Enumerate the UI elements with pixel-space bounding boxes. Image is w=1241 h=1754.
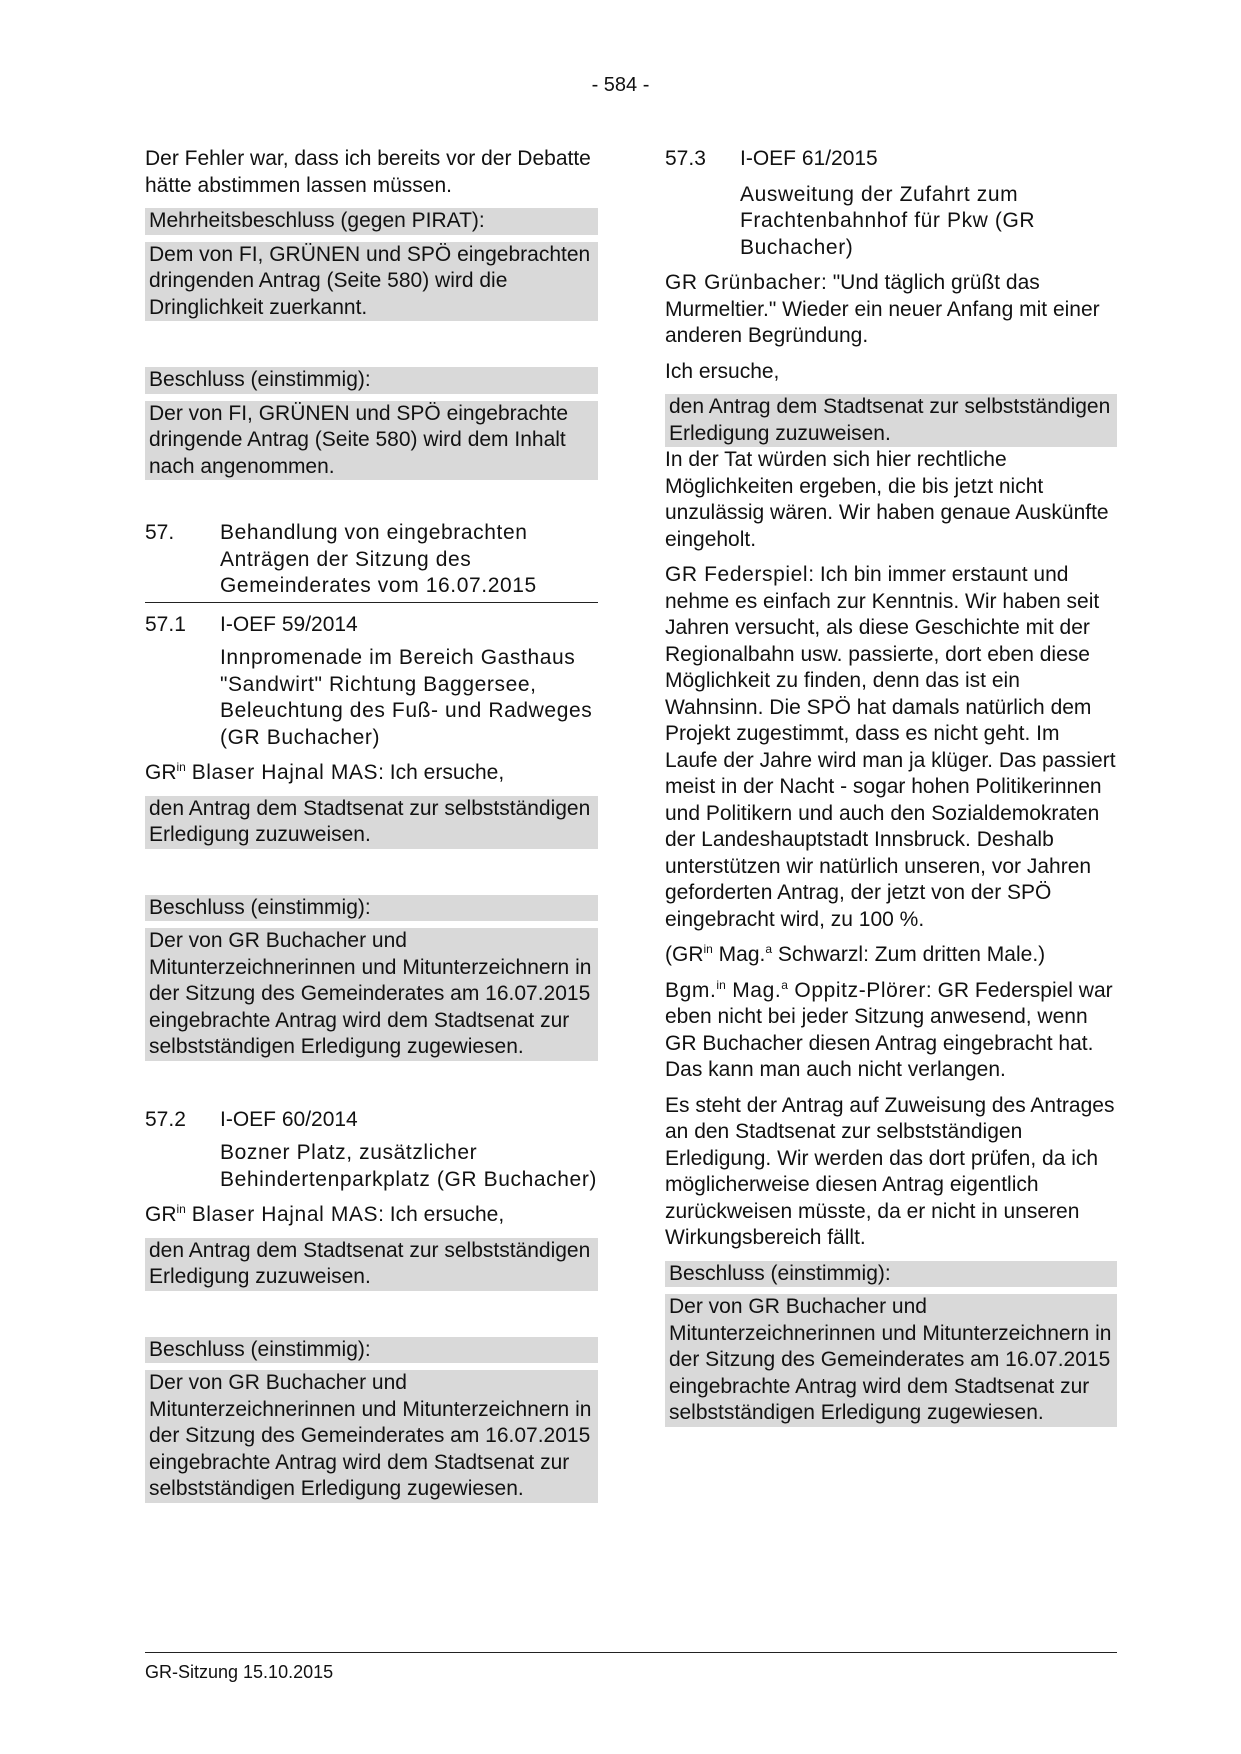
speech-federspiel: GR Federspiel: Ich bin immer erstaunt und nehme es einfach zur Kenntnis. Wir haben seit Jahren versucht, als diese Geschichte mit der Regionalbahn usw. passierte, dort eben diese Möglichkeit zu finden, denn das ist ein Wahnsinn. Die SPÖ hat damals natürlich dem Projekt zugestimmt, dass es nicht geht. Im Laufe der Jahre wird man ja klüger. Das passiert meist in der Nacht - sogar hohen Politikerinnen und Politikern und auch den Sozialdemokraten der Landeshauptstadt Innsbruck. Deshalb unterstützen wir natürlich unseren, vor Jahren geforderten Antrag, der jetzt von der SPÖ eingebracht wird, zu 100 %. (665, 563, 1116, 931)
resolution-5-text: Der von GR Buchacher und Mitunterzeichnerinnen und Mitunterzeichnern in der Sitzung des Gemeinderates am 16.07.2015 eingebrachte Antrag wird dem Stadtsenat zur selbstständigen Erledigung zugewiesen. (665, 1294, 1117, 1427)
section-57-1-request: den Antrag dem Stadtsenat zur selbstständigen Erledigung zuzuweisen. (145, 796, 598, 849)
resolution-4-heading: Beschluss (einstimmig): (145, 1337, 598, 1364)
section-57-1-number: 57.1 (145, 612, 186, 636)
section-57-2-speaker: $GR^{in}$ Blaser Hajnal MAS: Ich ersuche, (145, 1202, 505, 1226)
page-number: - 584 - (591, 74, 650, 96)
section-57-1-code: I-OEF 59/2014 (220, 612, 358, 636)
interjection-schwarzl: ($GR^{in}$ Mag.$^a$ Schwarzl: Zum dritten Male.) (665, 942, 1046, 966)
resolution-2-text: Der von FI, GRÜNEN und SPÖ eingebrachte dringende Antrag (Seite 580) wird dem Inhalt nach angenommen. (145, 401, 598, 481)
resolution-5-heading: Beschluss (einstimmig): (665, 1261, 1117, 1288)
resolution-3-text: Der von GR Buchacher und Mitunterzeichnerinnen und Mitunterzeichnern in der Sitzung des Gemeinderates am 16.07.2015 eingebrachte Antrag wird dem Stadtsenat zur selbstständigen Erledigung zugewiesen. (145, 928, 598, 1061)
section-57-2-request: den Antrag dem Stadtsenat zur selbstständigen Erledigung zuzuweisen. (145, 1238, 598, 1291)
section-57-2-title: Bozner Platz, zusätzlicher Behindertenparkplatz (GR Buchacher) (220, 1141, 598, 1191)
section-57-3-request: den Antrag dem Stadtsenat zur selbstständigen Erledigung zuzuweisen. (665, 394, 1117, 447)
explanation-paragraph: In der Tat würden sich hier rechtliche Möglichkeiten ergeben, die bis jetzt nicht unzulässig wären. Wir haben genaue Auskünfte eingeholt. (665, 448, 1109, 551)
section-57-3-title: Ausweitung der Zufahrt zum Frachtenbahnhof für Pkw (GR Buchacher) (740, 182, 1036, 259)
section-57-heading (145, 520, 598, 603)
section-57-1-heading (145, 612, 598, 639)
section-57-1-speaker: $GR^{in}$ Blaser Hajnal MAS: Ich ersuche, (145, 760, 505, 784)
request-intro: Ich ersuche, (665, 359, 780, 383)
resolution-1-heading: Mehrheitsbeschluss (gegen PIRAT): (145, 208, 598, 235)
section-57-1-title: Innpromenade im Bereich Gasthaus "Sandwirt" Richtung Baggersee, Beleuchtung des Fuß- und Radweges (GR Buchacher) (220, 646, 593, 749)
closing-paragraph: Es steht der Antrag auf Zuweisung des Antrages an den Stadtsenat zur selbstständigen Erledigung. Wir werden das dort prüfen, da ich möglicherweise diesen Antrag eigentlich zurückweisen müsste, da er nicht in unseren Wirkungsbereich fällt. (665, 1093, 1115, 1249)
speech-gruenbacher: GR Grünbacher: "Und täglich grüßt das Murmeltier." Wieder ein neuer Anfang mit einer anderen Begründung. (665, 271, 1100, 347)
section-57-title: Behandlung von eingebrachten Anträgen der Sitzung des Gemeinderates vom 16.07.2015 (220, 521, 537, 597)
resolution-4-text: Der von GR Buchacher und Mitunterzeichnerinnen und Mitunterzeichnern in der Sitzung des Gemeinderates am 16.07.2015 eingebrachte Antrag wird dem Stadtsenat zur selbstständigen Erledigung zugewiesen. (145, 1370, 598, 1503)
resolution-2-heading: Beschluss (einstimmig): (145, 367, 598, 394)
left-column (145, 146, 598, 1503)
resolution-1-text: Dem von FI, GRÜNEN und SPÖ eingebrachten dringenden Antrag (Seite 580) wird die Dringlichkeit zuerkannt. (145, 242, 598, 322)
right-column (665, 146, 1117, 1427)
section-57-3-heading (665, 146, 1117, 173)
footer-divider (145, 1652, 1117, 1653)
section-57-2-number: 57.2 (145, 1107, 186, 1131)
section-57-2-heading (145, 1107, 598, 1134)
intro-paragraph: Der Fehler war, dass ich bereits vor der Debatte hätte abstimmen lassen müssen. (145, 147, 591, 197)
section-57-number: 57. (145, 521, 175, 544)
section-57-3-code: I-OEF 61/2015 (740, 147, 878, 170)
section-57-3-number: 57.3 (665, 147, 706, 170)
footer-session-date: GR-Sitzung 15.10.2015 (145, 1662, 334, 1682)
speech-oppitz-ploerer: Bgm.$^{in}$ Mag.$^a$ Oppitz-Plörer: GR Federspiel war eben nicht bei jeder Sitzung anwesend, wenn GR Buchacher diesen Antrag eingebracht hat. Das kann man auch nicht verlangen. (665, 977, 1113, 1081)
resolution-3-heading: Beschluss (einstimmig): (145, 895, 598, 922)
section-57-2-code: I-OEF 60/2014 (220, 1107, 358, 1131)
